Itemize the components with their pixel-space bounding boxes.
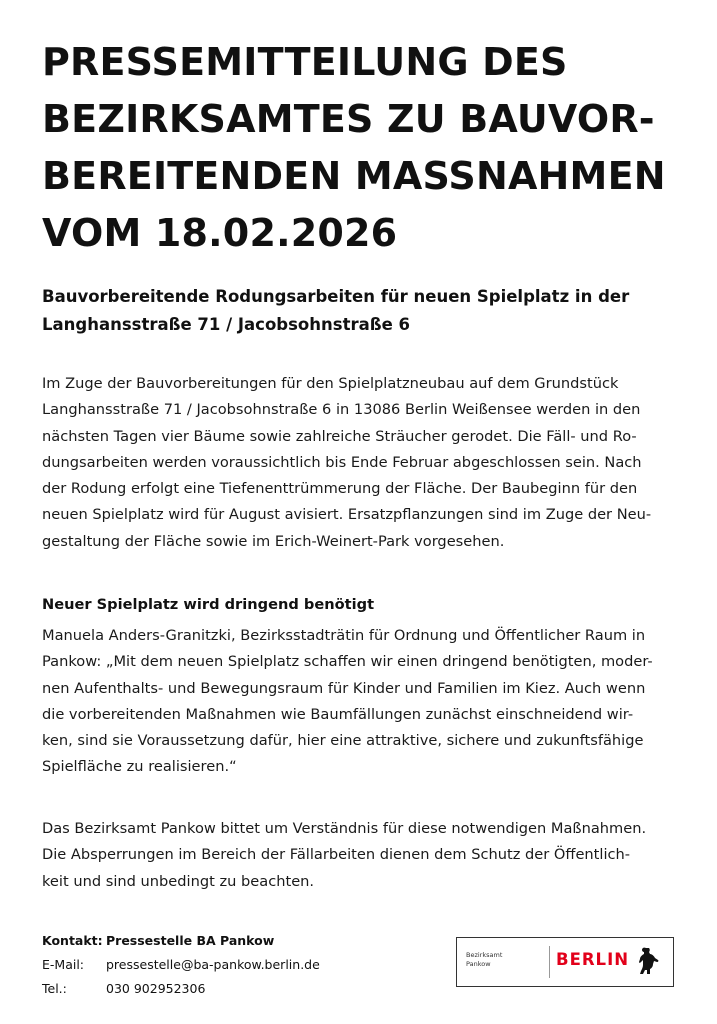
bezirksamt-logo [456, 937, 674, 987]
paragraph-line: Das Bezirksamt Pankow bittet um Verständnis für diese notwendigen Maßnahmen. [42, 820, 647, 837]
title-line: BEREITENDEN MASSNAHMEN [42, 154, 666, 198]
paragraph-line: Langhansstraße 71 / Jacobsohnstraße 6 in 13086 Berlin Weißensee werden in den [42, 401, 641, 419]
logo-agency-line: Pankow [466, 960, 491, 968]
logo-divider [549, 946, 550, 978]
paragraph-quote [42, 623, 682, 781]
paragraph-line: der Rodung erfolgt eine Tiefenenttrümmerung der Fläche. Der Baubeginn für den [42, 480, 638, 498]
berlin-bear-icon [637, 946, 661, 978]
subtitle [42, 283, 672, 339]
paragraph-line: Im Zuge der Bauvorbereitungen für den Spielplatzneubau auf dem Grundstück [42, 375, 619, 392]
paragraph-line: nächsten Tagen vier Bäume sowie zahlreiche Sträucher gerodet. Die Fäll- und Ro- [42, 427, 637, 445]
phone-label: Tel.: [42, 981, 67, 996]
email-link[interactable]: pressestelle@ba-pankow.berlin.de [106, 957, 320, 972]
subtitle-line: Langhansstraße 71 / Jacobsohnstraße 6 [42, 315, 411, 334]
paragraph-line: nen Aufenthalts- und Bewegungsraum für Kinder und Familien im Kiez. Auch wenn [42, 679, 646, 697]
contact-row [42, 929, 320, 953]
logo-city: BERLIN [556, 950, 630, 969]
contact-value: Pressestelle BA Pankow [106, 933, 275, 948]
paragraph-line: Manuela Anders-Granitzki, Bezirksstadträtin für Ordnung und Öffentlicher Raum in [42, 627, 646, 644]
paragraph-closing [42, 816, 682, 895]
paragraph-line: keit und sind unbedingt zu beachten. [42, 872, 315, 890]
email-label: E-Mail: [42, 957, 85, 972]
page-title [42, 34, 682, 262]
title-line: BEZIRKSAMTES ZU BAUVOR- [42, 97, 655, 141]
paragraph-intro [42, 371, 682, 555]
paragraph-line: dungsarbeiten werden voraussichtlich bis Ende Februar abgeschlossen sein. Nach [42, 453, 642, 471]
section-heading: Neuer Spielplatz wird dringend benötigt [42, 596, 375, 613]
paragraph-line: Die Absperrungen im Bereich der Fällarbeiten dienen dem Schutz der Öffentlich- [42, 846, 631, 864]
logo-agency-line: Bezirksamt [466, 951, 503, 959]
paragraph-line: gestaltung der Fläche sowie im Erich-Weinert-Park vorgesehen. [42, 532, 505, 550]
contact-block [42, 929, 320, 1001]
phone-row [42, 977, 320, 1001]
paragraph-line: neuen Spielplatz wird für August avisiert. Ersatzpflanzungen sind im Zuge der Neu- [42, 506, 652, 524]
logo-agency-text [466, 951, 502, 969]
contact-label: Kontakt: [42, 933, 103, 948]
paragraph-line: Spielfläche zu realisieren.“ [42, 758, 237, 776]
title-line: VOM 18.02.2026 [42, 211, 398, 255]
phone-value: 030 902952306 [106, 981, 206, 996]
email-row [42, 953, 320, 977]
title-line: PRESSEMITTEILUNG DES [42, 40, 568, 84]
paragraph-line: die vorbereitenden Maßnahmen wie Baumfällungen zunächst einschneidend wir- [42, 705, 634, 723]
paragraph-line: Pankow: „Mit dem neuen Spielplatz schaffen wir einen dringend benötigten, moder- [42, 653, 653, 671]
subtitle-line: Bauvorbereitende Rodungsarbeiten für neuen Spielplatz in der [42, 287, 630, 306]
paragraph-line: ken, sind sie Voraussetzung dafür, hier eine attraktive, sichere und zukunftsfähige [42, 732, 644, 750]
